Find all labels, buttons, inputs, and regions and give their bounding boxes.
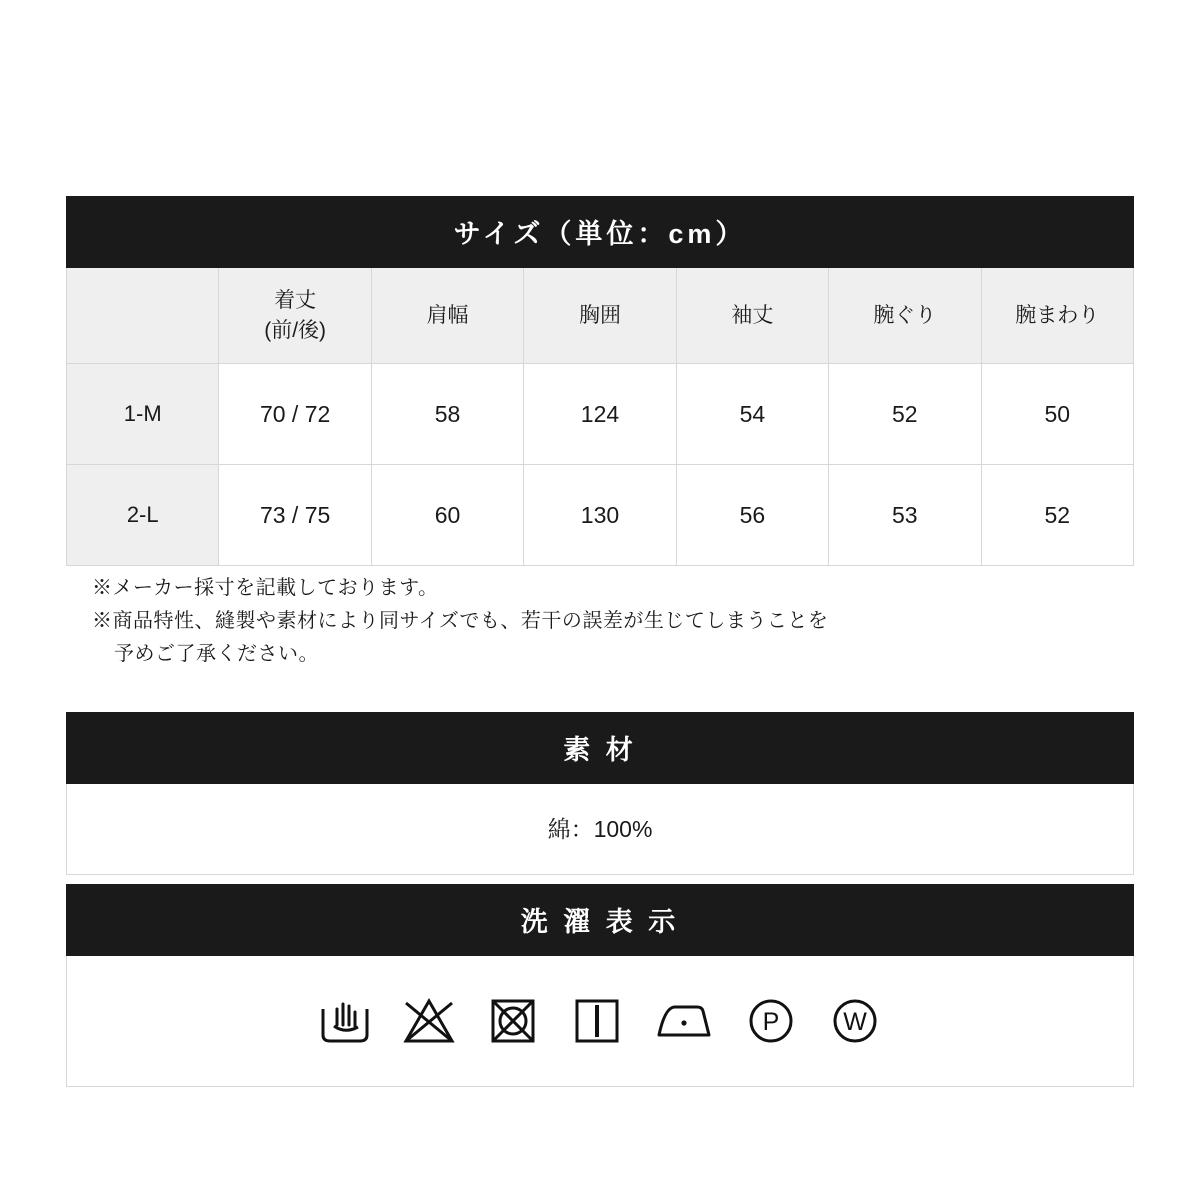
size-column-header-3: 袖丈 (676, 268, 828, 364)
drip-dry-line-icon (569, 995, 625, 1047)
dry-clean-p-icon (743, 995, 799, 1047)
size-cell-1-0: 73 / 75 (219, 465, 371, 566)
size-table (66, 196, 1134, 566)
size-cell-0-1: 58 (371, 364, 523, 465)
size-cell-1-1: 60 (371, 465, 523, 566)
hand-wash-icon (317, 995, 373, 1047)
size-cell-1-5: 52 (981, 465, 1133, 566)
size-column-header-2: 胸囲 (524, 268, 676, 364)
size-table-corner (67, 268, 219, 364)
size-cell-0-5: 50 (981, 364, 1133, 465)
no-bleach-icon (401, 995, 457, 1047)
no-tumble-dry-icon (485, 995, 541, 1047)
size-cell-1-4: 53 (829, 465, 981, 566)
table-row (67, 364, 1134, 465)
size-column-header-4: 腕ぐり (829, 268, 981, 364)
svg-text:W: W (843, 1008, 867, 1036)
size-cell-0-2: 124 (524, 364, 676, 465)
size-row-label-0: 1-M (67, 364, 219, 465)
size-column-header-1: 肩幅 (371, 268, 523, 364)
care-symbol-row (66, 956, 1134, 1087)
size-cell-1-2: 130 (524, 465, 676, 566)
material-section (66, 712, 1134, 875)
svg-text:P: P (762, 1008, 780, 1036)
size-cell-0-3: 54 (676, 364, 828, 465)
table-row (67, 465, 1134, 566)
size-cell-0-0: 70 / 72 (219, 364, 371, 465)
size-cell-1-3: 56 (676, 465, 828, 566)
size-column-header-0-main: 着丈 (274, 288, 317, 312)
size-note-2: 予めご了承ください。 (114, 643, 319, 665)
iron-low-icon (653, 995, 715, 1047)
size-cell-0-4: 52 (829, 364, 981, 465)
material-title: 素 材 (66, 712, 1134, 784)
size-notes (92, 572, 828, 671)
wet-clean-w-icon (827, 995, 883, 1047)
size-note-0: ※メーカー採寸を記載しております。 (92, 577, 439, 599)
size-column-header-0-sub: (前/後) (264, 318, 327, 342)
size-column-header-0 (219, 268, 371, 364)
care-section (66, 884, 1134, 1087)
size-column-header-5: 腕まわり (981, 268, 1133, 364)
size-note-1: ※商品特性、縫製や素材により同サイズでも、若干の誤差が生じてしまうことを (92, 610, 829, 632)
size-row-label-1: 2-L (67, 465, 219, 566)
size-table-section (66, 196, 1134, 566)
material-value: 綿：100% (66, 784, 1134, 875)
size-table-title: サイズ（単位：cm） (67, 197, 1134, 268)
care-title: 洗 濯 表 示 (66, 884, 1134, 956)
